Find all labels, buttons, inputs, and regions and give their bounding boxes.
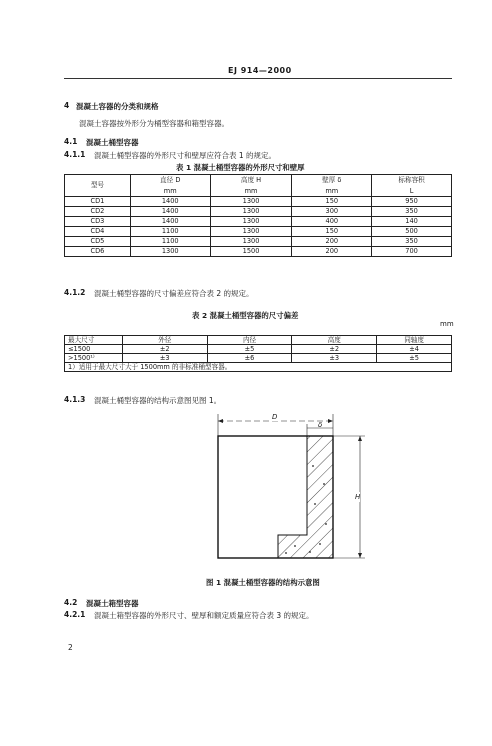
figure-1-label-delta: δ <box>318 421 323 429</box>
table-1-header-row <box>65 175 452 197</box>
table-cell: 1300 <box>210 217 292 227</box>
section-4-2-1-number: 4.2.1 <box>64 610 86 619</box>
table-1-caption: 表 1 混凝土桶型容器的外形尺寸和壁厚 <box>176 163 305 172</box>
section-4-1-number: 4.1 <box>64 137 78 146</box>
table-1-header-model: 型号 <box>65 175 131 197</box>
dimension-d-arrow-left <box>218 419 223 423</box>
table-cell: 1400 <box>130 217 210 227</box>
section-4-1-2-text: 混凝土桶型容器的尺寸偏差应符合表 2 的规定。 <box>94 289 254 298</box>
table-cell: 150 <box>292 197 372 207</box>
table-1-header-volume-label: 标称容积 <box>398 175 425 184</box>
table-cell: >1500¹⁾ <box>65 354 123 363</box>
table-1-header-diameter <box>130 175 210 197</box>
table-cell: ±3 <box>122 354 207 363</box>
dimension-h-arrow-top <box>358 436 362 441</box>
table-2-header-coaxiality: 同轴度 <box>377 336 452 345</box>
table-cell: 1500 <box>210 247 292 257</box>
table-cell: 500 <box>372 227 452 237</box>
table-1-header-wall <box>292 175 372 197</box>
table-cell: 350 <box>372 207 452 217</box>
table-cell: CD5 <box>65 237 131 247</box>
standard-number: EJ 914—2000 <box>228 66 292 75</box>
table-cell: ±5 <box>207 345 292 354</box>
figure-1-diagram <box>200 406 380 566</box>
table-row <box>65 227 452 237</box>
table-cell: 200 <box>292 237 372 247</box>
table-row <box>65 247 452 257</box>
table-2-header-outer-diameter: 外径 <box>122 336 207 345</box>
table-cell: 200 <box>292 247 372 257</box>
table-cell: 150 <box>292 227 372 237</box>
table-cell: 400 <box>292 217 372 227</box>
table-cell: CD4 <box>65 227 131 237</box>
table-row <box>65 237 452 247</box>
page-number: 2 <box>68 643 73 652</box>
figure-1-caption: 图 1 混凝土桶型容器的结构示意图 <box>206 578 320 587</box>
table-2-footnote-row <box>65 363 452 372</box>
table-cell: 1300 <box>210 237 292 247</box>
table-1-header-volume <box>372 175 452 197</box>
figure-1-label-h: H <box>355 493 361 501</box>
table-1-header-diameter-label: 直径 D <box>160 175 181 184</box>
section-4-1-2-number: 4.1.2 <box>64 288 86 297</box>
table-1 <box>64 174 452 257</box>
section-4-number: 4 <box>64 101 70 110</box>
table-1-header-height-label: 高度 H <box>240 175 262 184</box>
table-cell: 300 <box>292 207 372 217</box>
table-2 <box>64 335 452 372</box>
table-row <box>65 354 452 363</box>
table-1-header-wall-label: 壁厚 δ <box>322 175 342 184</box>
table-cell: ±3 <box>292 354 377 363</box>
table-cell: 1300 <box>210 227 292 237</box>
table-cell: 1100 <box>130 237 210 247</box>
header-rule <box>64 78 452 79</box>
table-1-header-height <box>210 175 292 197</box>
table-cell: ±2 <box>122 345 207 354</box>
table-cell: 1300 <box>130 247 210 257</box>
table-cell: 1300 <box>210 207 292 217</box>
table-cell: 140 <box>372 217 452 227</box>
table-cell: ±5 <box>377 354 452 363</box>
table-row <box>65 197 452 207</box>
table-2-header-inner-diameter: 内径 <box>207 336 292 345</box>
table-1-header-height-unit: mm <box>244 186 258 195</box>
table-cell: CD2 <box>65 207 131 217</box>
table-cell: ±4 <box>377 345 452 354</box>
table-cell: 700 <box>372 247 452 257</box>
section-4-1-3-text: 混凝土桶型容器的结构示意图见图 1。 <box>94 396 222 405</box>
table-cell: ±2 <box>292 345 377 354</box>
table-cell: CD6 <box>65 247 131 257</box>
section-4-2-title: 混凝土箱型容器 <box>86 599 139 608</box>
section-4-title: 混凝土容器的分类和规格 <box>76 102 159 111</box>
table-cell: 1400 <box>130 197 210 207</box>
table-cell: 1400 <box>130 207 210 217</box>
container-wall-section <box>278 436 333 558</box>
table-1-header-volume-unit: L <box>409 186 414 195</box>
section-4-2-number: 4.2 <box>64 598 78 607</box>
table-2-header-max-size: 最大尺寸 <box>65 336 123 345</box>
table-2-header-row <box>65 336 452 345</box>
dimension-h-arrow-bottom <box>358 553 362 558</box>
table-cell: 1100 <box>130 227 210 237</box>
table-cell: 1300 <box>210 197 292 207</box>
table-row <box>65 217 452 227</box>
figure-1-label-d: D <box>272 413 278 421</box>
table-cell: 950 <box>372 197 452 207</box>
section-4-2-1-text: 混凝土箱型容器的外形尺寸、壁厚和额定质量应符合表 3 的规定。 <box>94 611 314 620</box>
section-4-1-1-text: 混凝土桶型容器的外形尺寸和壁厚应符合表 1 的规定。 <box>94 151 277 160</box>
table-2-footnote: 1）适用于最大尺寸大于 1500mm 的非标准桶型容器。 <box>65 363 452 372</box>
table-cell: ±6 <box>207 354 292 363</box>
section-4-intro: 混凝土容器按外形分为桶型容器和箱型容器。 <box>79 119 229 128</box>
table-row <box>65 345 452 354</box>
table-cell: 350 <box>372 237 452 247</box>
table-2-header-height: 高度 <box>292 336 377 345</box>
table-2-unit: mm <box>440 320 454 328</box>
table-2-caption: 表 2 混凝土桶型容器的尺寸偏差 <box>192 311 299 320</box>
table-cell: ≤1500 <box>65 345 123 354</box>
dimension-d-arrow-right <box>328 419 333 423</box>
table-row <box>65 207 452 217</box>
section-4-1-3-number: 4.1.3 <box>64 395 86 404</box>
section-4-1-title: 混凝土桶型容器 <box>86 138 139 147</box>
table-1-header-diameter-unit: mm <box>163 186 177 195</box>
table-1-header-wall-unit: mm <box>325 186 339 195</box>
section-4-1-1-number: 4.1.1 <box>64 150 86 159</box>
table-cell: CD1 <box>65 197 131 207</box>
table-cell: CD3 <box>65 217 131 227</box>
